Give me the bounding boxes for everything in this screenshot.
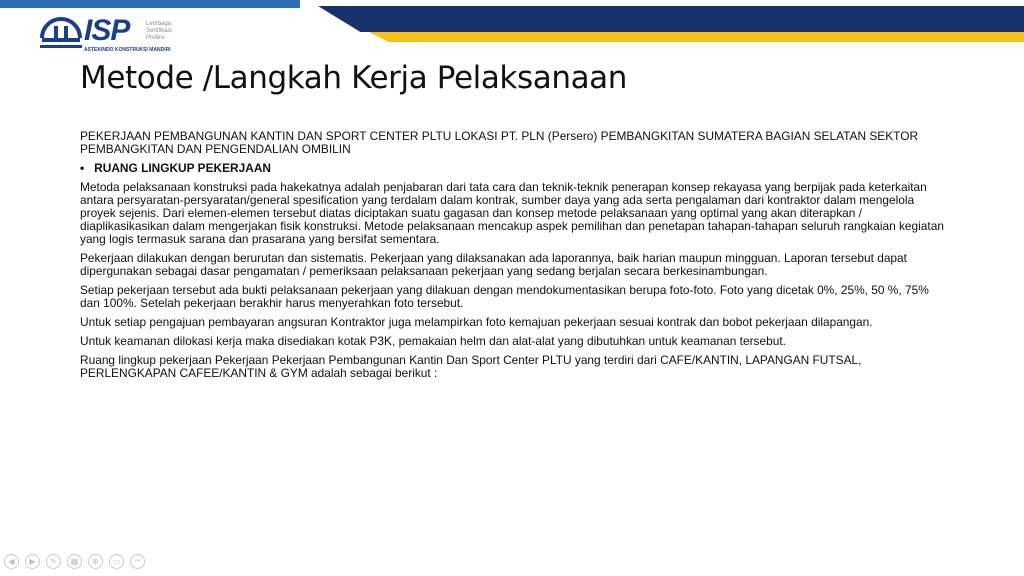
slide-title: Metode /Langkah Kerja Pelaksanaan <box>80 60 628 96</box>
more-icon[interactable]: ••• <box>130 554 145 569</box>
lsp-logo <box>40 16 190 56</box>
logo-tagline: ASTEKINDO KONSTRUKSI MANDIRI <box>84 47 171 53</box>
body-paragraph: Untuk keamanan dilokasi kerja maka disediakan kotak P3K, pemakaian helm dan alat-alat yang dibutuhkan untuk keamanan tersebut. <box>80 334 786 348</box>
header-accent-bar-left <box>0 0 300 8</box>
prev-icon[interactable]: ◀ <box>4 554 19 569</box>
lsp-emblem-icon <box>40 16 82 52</box>
body-paragraph: Setiap pekerjaan tersebut ada bukti pelaksanaan pekerjaan yang dilakuan dengan mendokumentasikan berupa foto-foto. Foto yang dicetak 0%, 25%, 50 %, 75% dan 100%. Setelah pekerjaan berakhir harus menyerahkan foto tersebut. <box>80 283 929 310</box>
zoom-icon[interactable]: ⊕ <box>88 554 103 569</box>
subtitle-icon[interactable]: ▭ <box>109 554 124 569</box>
logo-wordmark: ISP <box>84 14 130 47</box>
bullet-symbol: • <box>80 161 85 175</box>
slideshow-toolbar <box>4 554 145 569</box>
logo-side-text: Lembaga Sertifikasi Profesi <box>146 21 173 41</box>
intro-paragraph: PEKERJAAN PEMBANGUNAN KANTIN DAN SPORT CENTER PLTU LOKASI PT. PLN (Persero) PEMBANGKITAN SUMATERA BAGIAN SELATAN SEKTOR PEMBANGKITAN DAN PENGENDALIAN OMBILIN <box>80 129 919 156</box>
next-icon[interactable]: ▶ <box>25 554 40 569</box>
bullet-heading: RUANG LINGKUP PEKERJAAN <box>94 161 272 175</box>
body-paragraph: Untuk setiap pengajuan pembayaran angsuran Kontraktor juga melampirkan foto kemajuan pekerjaan sesuai kontrak dan bobot pekerjaan dilapangan. <box>80 315 873 329</box>
body-paragraph: Pekerjaan dilakukan dengan berurutan dan sistematis. Pekerjaan yang dilaksanakan ada laporannya, baik harian maupun mingguan. Laporan tersebut dapat dipergunakan sebagai dasar pengamatan / pemeriksaan pelaksanaan pekerjaan yang sedang berjalan secara berkesinambungan. <box>80 251 907 278</box>
slide-body <box>80 130 946 386</box>
bullet-item <box>80 162 946 175</box>
pen-icon[interactable]: ✎ <box>46 554 61 569</box>
header-accent-bar-navy <box>318 6 1024 32</box>
slides-icon[interactable]: ▦ <box>67 554 82 569</box>
body-paragraph: Metoda pelaksanaan konstruksi pada hakekatnya adalah penjabaran dari tata cara dan teknik-teknik penerapan konsep rekayasa yang berpijak pada keterkaitan antara persyaratan-persyaratan/general spesification yang terdalam dalam kontrak, sumber daya yang ada serta pengalaman dari kontraktor dalam mengelola proyek sejenis. Dari elemen-elemen tersebut diatas diciptakan suatu gagasan dan konsep metode pelaksanaan yang optimal yang akan diterapkan / diaplikasikasikan dalam mengerjakan fisik konstruksi. Metode pelaksanaan mencakup aspek pemilihan dan penetapan tahapan-tahapan seluruh rangkaian kegiatan yang logis termasuk sarana dan prasarana yang bersifat sementara. <box>80 180 944 246</box>
body-paragraph: Ruang lingkup pekerjaan Pekerjaan Pekerjaan Pembangunan Kantin Dan Sport Center PLTU yang terdiri dari CAFE/KANTIN, LAPANGAN FUTSAL, PERLENGKAPAN CAFEE/KANTIN & GYM adalah sebagai berikut : <box>80 353 862 380</box>
